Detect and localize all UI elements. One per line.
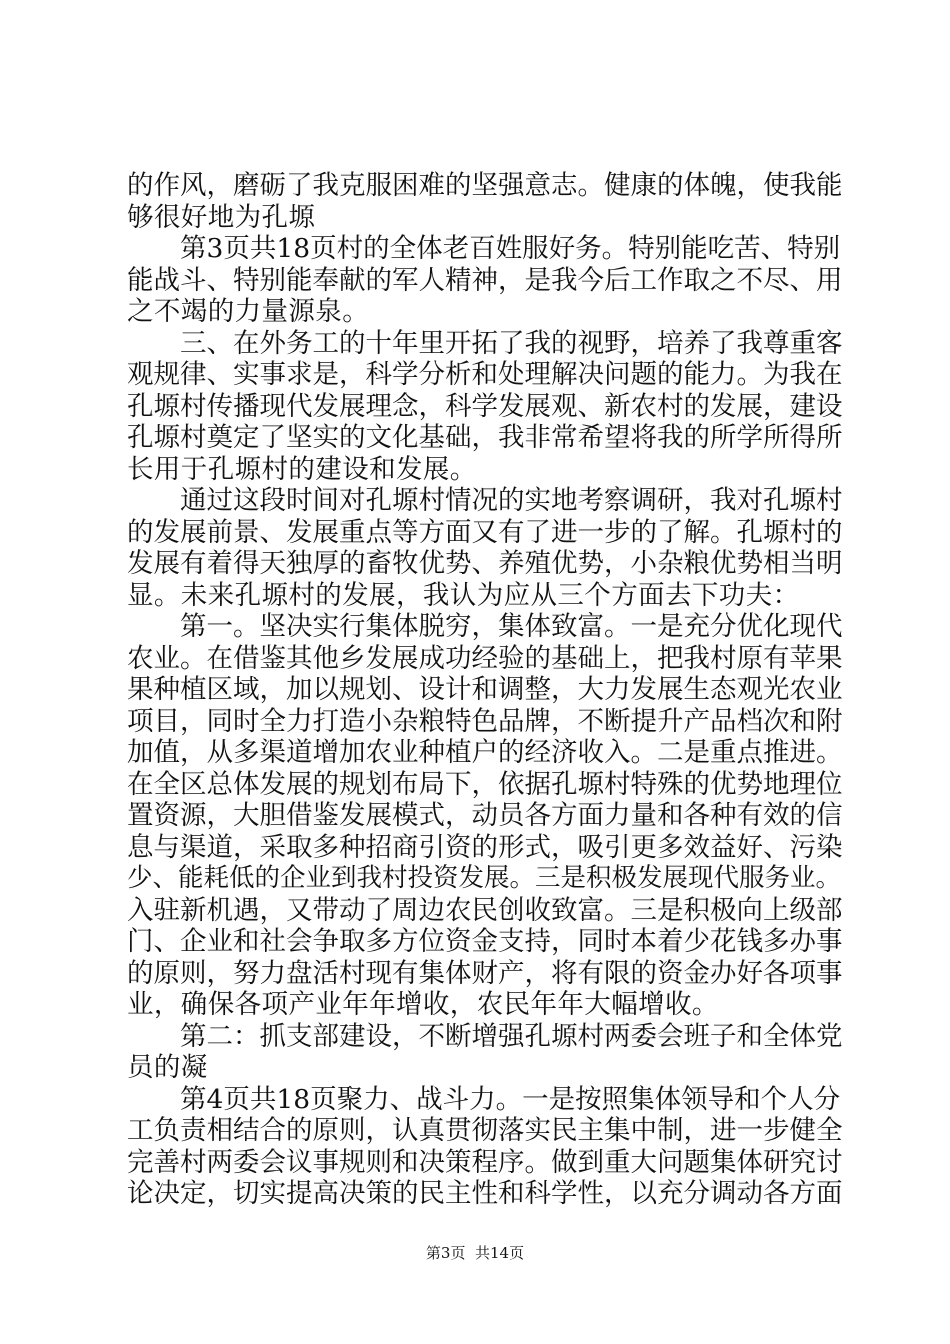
text-line: 观规律、实事求是，科学分析和处理解决问题的能力。为我在: [127, 359, 843, 390]
text-line: 的发展前景、发展重点等方面又有了进一步的了解。孔塬村的: [127, 516, 843, 548]
text-line: 员的凝: [127, 1052, 208, 1083]
text-line: 显。未来孔塬村的发展，我认为应从三个方面去下功夫：: [127, 579, 800, 611]
text-line: 的作风，磨砺了我克服困难的坚强意志。健康的体魄，使我能: [127, 170, 843, 201]
text-line: 果种植区域，加以规划、设计和调整，大力发展生态观光农业: [127, 674, 843, 705]
text-line: 加值，从多渠道增加农业种植户的经济收入。二是重点推进。: [127, 737, 843, 768]
text-line: 能战斗、特别能奉献的军人精神，是我今后工作取之不尽、用: [127, 264, 843, 296]
text-line: 第一。坚决实行集体脱穷，集体致富。一是充分优化现代: [127, 611, 843, 642]
text-line: 息与渠道，采取多种招商引资的形式，吸引更多效益好、污染: [127, 831, 843, 863]
text-line: 通过这段时间对孔塬村情况的实地考察调研，我对孔塬村: [127, 485, 843, 516]
text-line: 论决定，切实提高决策的民主性和科学性，以充分调动各方面: [127, 1178, 843, 1209]
text-line: 孔塬村传播现代发展理念，科学发展观、新农村的发展，建设: [127, 390, 843, 422]
text-line: 第4页共18页聚力、战斗力。一是按照集体领导和个人分: [127, 1083, 841, 1115]
text-line: 工负责相结合的原则，认真贯彻落实民主集中制，进一步健全: [127, 1115, 843, 1146]
text-line: 三、在外务工的十年里开拓了我的视野，培养了我尊重客: [127, 327, 843, 359]
text-line: 少、能耗低的企业到我村投资发展。三是积极发展现代服务业。: [127, 863, 842, 893]
text-line: 置资源，大胆借鉴发展模式，动员各方面力量和各种有效的信: [127, 800, 843, 831]
text-line: 长用于孔塬村的建设和发展。: [127, 453, 477, 485]
page-number-label: 第3页 共14页: [425, 1244, 525, 1262]
text-line: 的原则，努力盘活村现有集体财产，将有限的资金办好各项事: [127, 957, 843, 989]
text-line: 第二：抓支部建设，不断增强孔塬村两委会班子和全体党: [127, 1020, 843, 1052]
text-line: 第3页共18页村的全体老百姓服好务。特别能吃苦、特别: [127, 233, 841, 264]
text-line: 在全区总体发展的规划布局下，依据孔塬村特殊的优势地理位: [127, 768, 843, 800]
text-line: 完善村两委会议事规则和决策程序。做到重大问题集体研究讨: [127, 1146, 843, 1178]
text-line: 孔塬村奠定了坚实的文化基础，我非常希望将我的所学所得所: [127, 422, 843, 453]
text-line: 农业。在借鉴其他乡发展成功经验的基础上，把我村原有苹果: [127, 642, 843, 674]
text-line: 入驻新机遇，又带动了周边农民创收致富。三是积极向上级部: [127, 894, 843, 926]
text-line: 之不竭的力量源泉。: [127, 296, 370, 327]
text-line: 业，确保各项产业年年增收，农民年年大幅增收。: [127, 989, 719, 1020]
page-footer: [0, 1243, 950, 1263]
text-line: 门、企业和社会争取多方位资金支持，同时本着少花钱多办事: [127, 926, 843, 957]
text-line: 项目，同时全力打造小杂粮特色品牌，不断提升产品档次和附: [127, 705, 843, 737]
body-text: [127, 170, 843, 1210]
text-line: 够很好地为孔塬: [127, 201, 316, 233]
text-line: 发展有着得天独厚的畜牧优势、养殖优势，小杂粮优势相当明: [127, 548, 843, 579]
